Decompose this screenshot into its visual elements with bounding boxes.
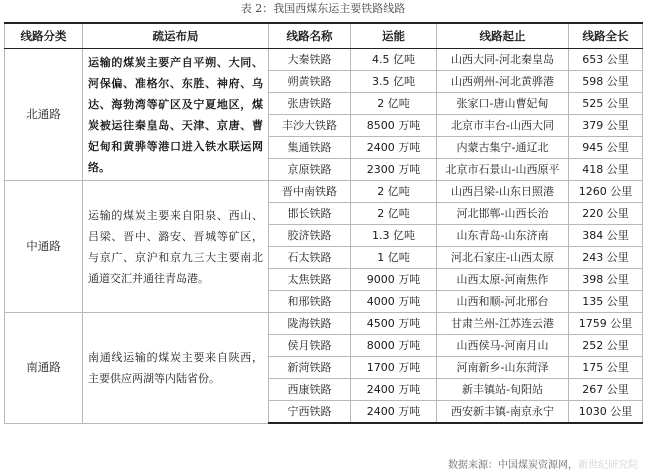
line-length: 1759 公里 [569,313,643,335]
line-capacity: 3.5 亿吨 [351,71,437,93]
line-route: 河南新乡-山东菏泽 [437,357,569,379]
layout-description: 南通线运输的煤炭主要来自陕西，主要供应两湖等内陆省份。 [83,313,269,424]
header-line-name: 线路名称 [269,23,351,49]
line-length: 945 公里 [569,137,643,159]
line-route: 内蒙古集宁-通辽北 [437,137,569,159]
line-name: 朔黄铁路 [269,71,351,93]
table-title: 表 2：我国西煤东运主要铁路线路 [240,2,406,15]
line-route: 西安新丰镇-南京永宁 [437,401,569,424]
line-length: 252 公里 [569,335,643,357]
line-route: 山西朔州-河北黄骅港 [437,71,569,93]
line-name: 宁西铁路 [269,401,351,424]
line-length: 398 公里 [569,269,643,291]
line-name: 晋中南铁路 [269,181,351,203]
line-length: 220 公里 [569,203,643,225]
source-note [448,456,638,471]
line-capacity: 2 亿吨 [351,203,437,225]
line-length: 598 公里 [569,71,643,93]
line-route: 河北石家庄-山西太原 [437,247,569,269]
line-route: 张家口-唐山曹妃甸 [437,93,569,115]
line-capacity: 1.3 亿吨 [351,225,437,247]
line-route: 山东青岛-山东济南 [437,225,569,247]
header-length: 线路全长 [569,23,643,49]
line-route: 山西吕梁-山东日照港 [437,181,569,203]
line-route: 北京市丰台-山西大同 [437,115,569,137]
header-capacity: 运能 [351,23,437,49]
line-route: 北京市石景山-山西原平 [437,159,569,181]
line-route: 山西太原-河南焦作 [437,269,569,291]
line-length: 1260 公里 [569,181,643,203]
table-row [5,49,643,71]
line-name: 新菏铁路 [269,357,351,379]
region-cell: 南通路 [5,313,83,424]
line-length: 175 公里 [569,357,643,379]
line-capacity: 2300 万吨 [351,159,437,181]
line-length: 243 公里 [569,247,643,269]
line-length: 384 公里 [569,225,643,247]
line-name: 胶济铁路 [269,225,351,247]
line-name: 太焦铁路 [269,269,351,291]
line-capacity: 2400 万吨 [351,379,437,401]
line-capacity: 1700 万吨 [351,357,437,379]
line-name: 京原铁路 [269,159,351,181]
header-category: 线路分类 [5,23,83,49]
line-name: 西康铁路 [269,379,351,401]
line-capacity: 8500 万吨 [351,115,437,137]
table-row [5,313,643,335]
line-name: 邯长铁路 [269,203,351,225]
line-route: 山西大同-河北秦皇岛 [437,49,569,71]
line-capacity: 8000 万吨 [351,335,437,357]
region-cell: 北通路 [5,49,83,181]
line-capacity: 1 亿吨 [351,247,437,269]
line-name: 张唐铁路 [269,93,351,115]
railway-table [4,22,643,424]
line-capacity: 2 亿吨 [351,93,437,115]
line-name: 集通铁路 [269,137,351,159]
line-route: 山西和顺-河北邢台 [437,291,569,313]
region-cell: 中通路 [5,181,83,313]
line-length: 267 公里 [569,379,643,401]
line-length: 653 公里 [569,49,643,71]
line-capacity: 2 亿吨 [351,181,437,203]
line-name: 石太铁路 [269,247,351,269]
header-layout: 疏运布局 [83,23,269,49]
source-text: 数据来源：中国煤炭资源网， [448,460,578,471]
line-length: 379 公里 [569,115,643,137]
line-name: 大秦铁路 [269,49,351,71]
line-length: 418 公里 [569,159,643,181]
line-capacity: 4.5 亿吨 [351,49,437,71]
layout-description: 运输的煤炭主要来自阳泉、西山、吕梁、晋中、潞安、晋城等矿区，与京广、京沪和京九三大主要南北通道交汇并通往青岛港。 [83,181,269,313]
line-capacity: 2400 万吨 [351,137,437,159]
line-name: 和邢铁路 [269,291,351,313]
line-capacity: 4500 万吨 [351,313,437,335]
line-capacity: 4000 万吨 [351,291,437,313]
line-route: 甘肃兰州-江苏连云港 [437,313,569,335]
line-name: 丰沙大铁路 [269,115,351,137]
line-capacity: 2400 万吨 [351,401,437,424]
watermark-text: 新世纪研究院 [578,460,638,471]
line-route: 河北邯郸-山西长治 [437,203,569,225]
line-name: 陇海铁路 [269,313,351,335]
header-route: 线路起止 [437,23,569,49]
layout-description: 运输的煤炭主要产自平朔、大同、河保偏、准格尔、东胜、神府、乌达、海勃湾等矿区及宁夏地区，煤炭被运往秦皇岛、天津、京唐、曹妃甸和黄骅等港口进入铁水联运网络。 [83,49,269,181]
line-length: 135 公里 [569,291,643,313]
line-name: 侯月铁路 [269,335,351,357]
line-route: 山西侯马-河南月山 [437,335,569,357]
line-length: 1030 公里 [569,401,643,424]
table-row [5,181,643,203]
line-route: 新丰镇站-旬阳站 [437,379,569,401]
header-row [5,23,643,49]
line-length: 525 公里 [569,93,643,115]
line-capacity: 9000 万吨 [351,269,437,291]
